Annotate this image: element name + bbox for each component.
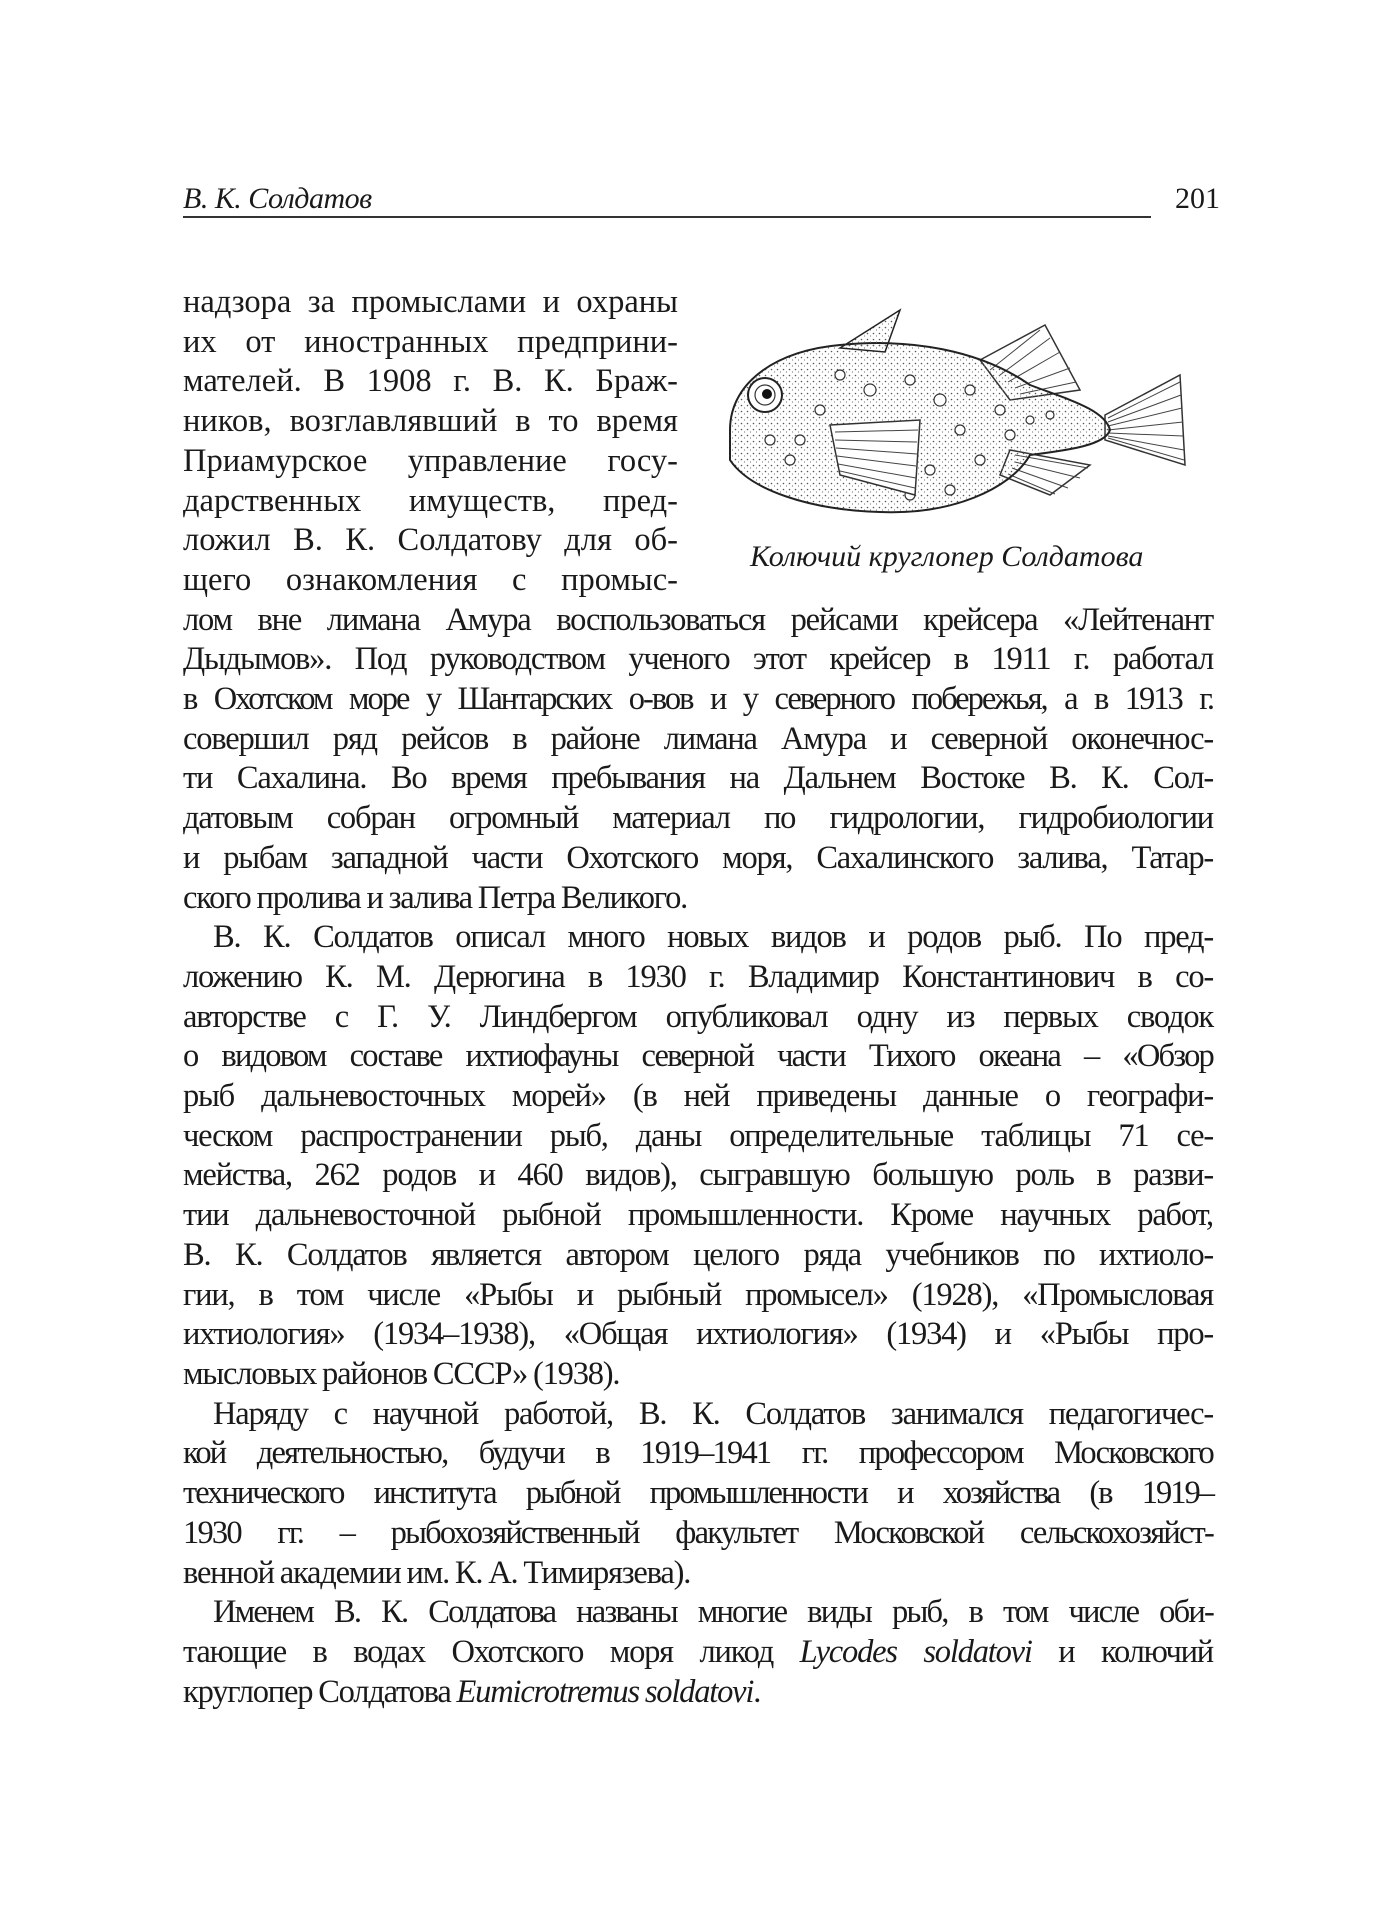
text-line — [183, 1673, 1213, 1713]
text-line: ников, возглавлявший в то время — [183, 403, 678, 440]
text-line: авторстве с Г. У. Линдбергом опубликовал одну из первых сводок — [183, 998, 1213, 1035]
text-line: ческом распространении рыб, даны определительные таблицы 71 се- — [183, 1117, 1213, 1154]
text-line: совершил ряд рейсов в районе лимана Амура и северной оконечнос- — [183, 720, 1213, 757]
text-line: мейства, 262 родов и 460 видов), сыгравшую большую роль в разви- — [183, 1157, 1213, 1194]
text-run: тающие в водах Охотского моря ликод — [183, 1633, 800, 1670]
text-line: их от иностранных предприни- — [183, 323, 678, 360]
text-line: рыб дальневосточных морей» (в ней приведены данные о географи- — [183, 1078, 1213, 1115]
text-line: лом вне лимана Амура воспользоваться рейсами крейсера «Лейтенант — [183, 601, 1213, 638]
text-line: гии, в том числе «Рыбы и рыбный промысел» (1928), «Промысловая — [183, 1276, 1213, 1313]
text-line: дарственных имуществ, пред- — [183, 482, 678, 519]
species-name: Eumicrotremus soldatovi — [456, 1673, 754, 1710]
text-line: щего ознакомления с промыс- — [183, 561, 678, 598]
text-line: Приамурское управление госу- — [183, 442, 678, 479]
page-number: 201 — [1175, 182, 1220, 215]
text-line: ложению К. М. Дерюгина в 1930 г. Владимир Константинович в со- — [183, 958, 1213, 995]
text-line: технического института рыбной промышленности и хозяйства (в 1919– — [183, 1475, 1213, 1512]
paragraph-1 — [183, 283, 1213, 918]
figure-caption: Колючий круглопер Солдатова — [750, 540, 1144, 573]
species-name: Lycodes soldatovi — [799, 1633, 1032, 1670]
text-line: о видовом составе ихтиофауны северной части Тихого океана – «Обзор — [183, 1038, 1213, 1075]
text-line: В. К. Солдатов является автором целого ряда учебников по ихтиоло- — [183, 1236, 1213, 1273]
text-line — [183, 1633, 1213, 1673]
text-line: кой деятельностью, будучи в 1919–1941 гг. профессором Московского — [183, 1435, 1213, 1472]
text-line: ложил В. К. Солдатову для об- — [183, 522, 678, 559]
paragraph-2 — [183, 918, 1213, 1394]
text-line: тии дальневосточной рыбной промышленности. Кроме научных работ, — [183, 1197, 1213, 1234]
paragraph-3 — [183, 1395, 1213, 1594]
page-header — [183, 180, 1220, 220]
text-line: датовым собран огромный материал по гидрологии, гидробиологии — [183, 800, 1213, 837]
text-run: и колючий — [1031, 1633, 1213, 1670]
text-line: Наряду с научной работой, В. К. Солдатов занимался педагогичес- — [213, 1395, 1213, 1432]
text-line: В. К. Солдатов описал много новых видов и родов рыб. По пред- — [213, 919, 1213, 956]
text-line: ихтиология» (1934–1938), «Общая ихтиология» (1934) и «Рыбы про- — [183, 1316, 1213, 1353]
text-line: мателей. В 1908 г. В. К. Браж- — [183, 363, 678, 400]
text-run: . — [753, 1673, 761, 1710]
text-line: 1930 гг. – рыбохозяйственный факультет Московской сельскохозяйст- — [183, 1514, 1213, 1551]
text-line: ти Сахалина. Во время пребывания на Дальнем Востоке В. К. Сол- — [183, 760, 1213, 797]
text-line: мысловых районов СССР» (1938). — [183, 1355, 620, 1392]
running-head: В. К. Солдатов — [183, 182, 372, 215]
header-rule — [183, 216, 1151, 218]
text-run: круглопер Солдатова — [183, 1673, 457, 1710]
text-line: надзора за промыслами и охраны — [183, 284, 678, 320]
text-line: ского пролива и залива Петра Великого. — [183, 879, 688, 916]
text-line: венной академии им. К. А. Тимирязева). — [183, 1554, 691, 1591]
text-line: в Охотском море у Шантарских о-вов и у северного побережья, а в 1913 г. — [183, 681, 1213, 718]
text-line: Дыдымов». Под руководством ученого этот крейсер в 1911 г. работал — [183, 641, 1213, 678]
text-line: Именем В. К. Солдатова названы многие виды рыб, в том числе оби- — [213, 1594, 1213, 1631]
body-text — [183, 283, 1213, 1712]
text-line: и рыбам западной части Охотского моря, Сахалинского залива, Татар- — [183, 839, 1213, 876]
paragraph-4 — [183, 1593, 1213, 1712]
